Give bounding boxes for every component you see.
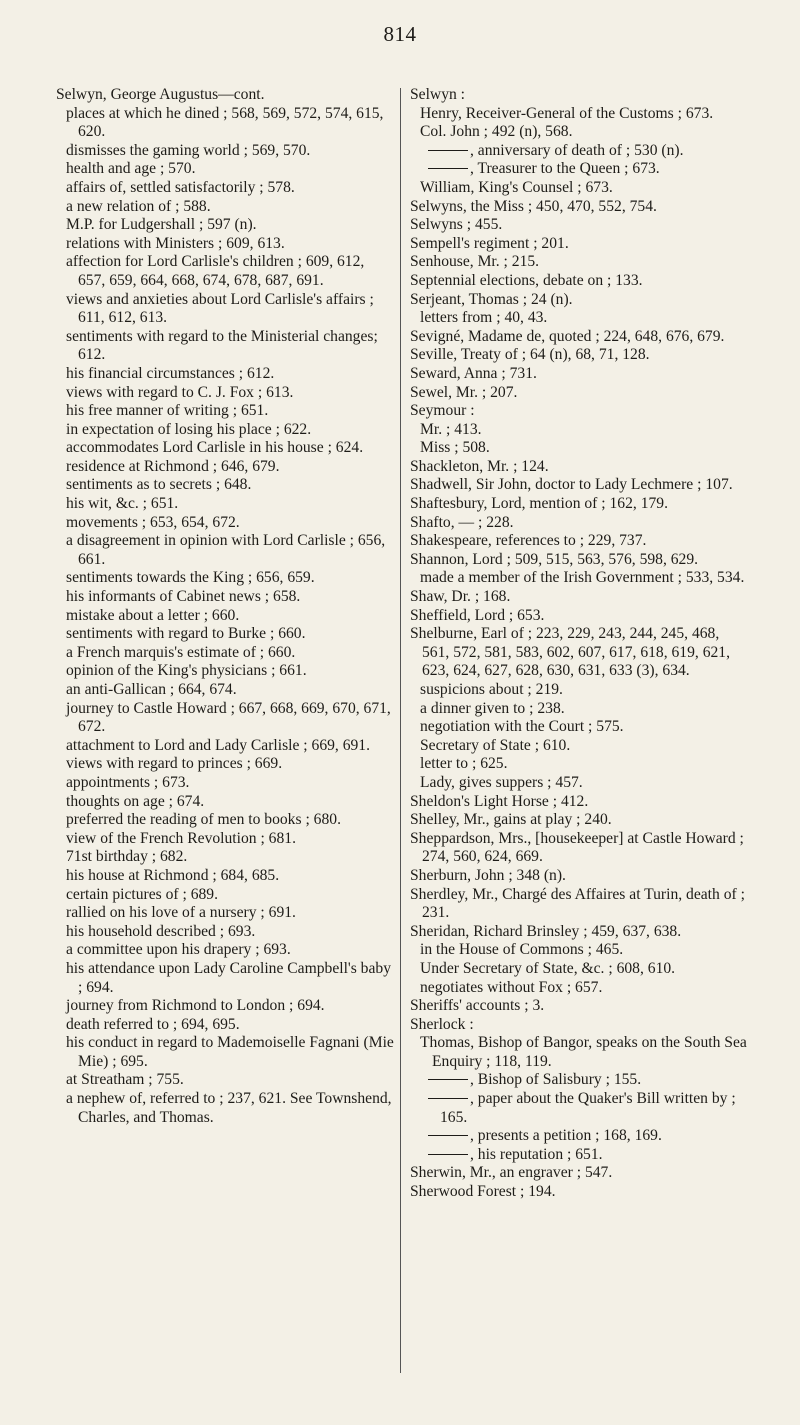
- index-entry: [410, 997, 748, 1016]
- entry-text: Seymour :: [410, 402, 475, 420]
- entry-text: relations with Ministers ; 609, 613.: [66, 234, 285, 252]
- index-subentry: [56, 160, 394, 179]
- index-subentry: [410, 421, 748, 440]
- entry-text: Shafto, — ; 228.: [410, 513, 514, 531]
- entry-text: William, King's Counsel ; 673.: [420, 178, 613, 196]
- entry-text: an anti-Gallican ; 664, 674.: [66, 681, 237, 698]
- entry-text: affection for Lord Carlisle's children ; 609, 612, 657, 659, 664, 668, 674, 678, 687, 691.: [66, 253, 365, 289]
- entry-text: rallied on his love of a nursery ; 691.: [66, 904, 296, 922]
- entry-text: Seward, Anna ; 731.: [410, 364, 537, 382]
- entry-text: certain pictures of ; 689.: [66, 885, 218, 903]
- index-subentry: [410, 1146, 748, 1165]
- index-entry: [410, 365, 748, 384]
- index-subentry: [56, 607, 394, 626]
- index-entry: [410, 1183, 748, 1202]
- entry-text: a committee upon his drapery ; 693.: [66, 941, 291, 959]
- entry-text: , anniversary of death of ; 530 (n).: [470, 141, 684, 159]
- entry-text: views and anxieties about Lord Carlisle's affairs ; 611, 612, 613.: [66, 290, 374, 327]
- entry-text: Under Secretary of State, &c. ; 608, 610.: [420, 959, 676, 977]
- index-entry: [410, 198, 748, 217]
- entry-text: Sheriffs' accounts ; 3.: [410, 997, 545, 1015]
- entry-text: dismisses the gaming world ; 569, 570.: [66, 141, 311, 159]
- entry-text: Sherwin, Mr., an engraver ; 547.: [410, 1164, 613, 1182]
- index-subentry: [56, 235, 394, 254]
- entry-text: Sheppardson, Mrs., [housekeeper] at Castle Howard ; 274, 560, 624, 669.: [410, 829, 744, 866]
- index-subentry: [56, 253, 394, 290]
- index-subentry: [56, 105, 394, 142]
- index-subentry: [56, 365, 394, 384]
- entry-text: his financial circumstances ; 612.: [66, 364, 275, 382]
- index-subentry: [410, 105, 748, 124]
- entry-text: Thomas, Bishop of Bangor, speaks on the South Sea Enquiry ; 118, 119.: [420, 1034, 747, 1070]
- index-subentry: [56, 923, 394, 942]
- repeat-dash: [428, 150, 468, 151]
- entry-text: view of the French Revolution ; 681.: [66, 829, 296, 847]
- index-subentry: [56, 495, 394, 514]
- index-subentry: [410, 1090, 748, 1127]
- entry-text: Selwyn, George Augustus—cont.: [56, 86, 265, 103]
- entry-text: accommodates Lord Carlisle in his house ; 624.: [66, 439, 364, 457]
- entry-text: made a member of the Irish Government ; 533, 534.: [420, 569, 745, 587]
- index-subentry: [410, 960, 748, 979]
- index-entry: [410, 886, 748, 923]
- entry-text: Col. John ; 492 (n), 568.: [420, 123, 573, 141]
- index-entry: [410, 402, 748, 421]
- index-subentry: [410, 681, 748, 700]
- index-entry: [410, 291, 748, 310]
- entry-text: his attendance upon Lady Caroline Campbell's baby ; 694.: [66, 959, 391, 996]
- index-subentry: [56, 1034, 394, 1071]
- index-subentry: [56, 997, 394, 1016]
- index-subentry: [56, 198, 394, 217]
- entry-text: Shadwell, Sir John, doctor to Lady Lechmere ; 107.: [410, 476, 733, 494]
- entry-text: Seville, Treaty of ; 64 (n), 68, 71, 128.: [410, 346, 650, 364]
- index-entry: [410, 793, 748, 812]
- entry-text: Shaftesbury, Lord, mention of ; 162, 179.: [410, 495, 668, 513]
- index-subentry: [56, 1090, 394, 1127]
- entry-text: , paper about the Quaker's Bill written by ; 165.: [440, 1090, 736, 1126]
- entry-text: Sewel, Mr. ; 207.: [410, 383, 518, 401]
- index-subentry: [56, 291, 394, 328]
- entry-text: sentiments as to secrets ; 648.: [66, 476, 252, 494]
- entry-text: Sheridan, Richard Brinsley ; 459, 637, 638.: [410, 922, 682, 940]
- index-entry: [410, 458, 748, 477]
- entry-text: views with regard to princes ; 669.: [66, 755, 283, 773]
- index-entry: [410, 328, 748, 347]
- index-subentry: [56, 755, 394, 774]
- index-entry: [410, 253, 748, 272]
- index-entry: [410, 495, 748, 514]
- index-subentry: [56, 681, 394, 700]
- column-divider: [400, 88, 401, 1373]
- index-entry: [410, 811, 748, 830]
- index-entry: [410, 551, 748, 570]
- entry-text: negotiation with the Court ; 575.: [420, 718, 624, 736]
- entry-text: mistake about a letter ; 660.: [66, 606, 240, 624]
- index-entry: [410, 867, 748, 886]
- repeat-dash: [428, 1135, 468, 1136]
- index-subentry: [410, 1071, 748, 1090]
- entry-text: Sevigné, Madame de, quoted ; 224, 648, 676, 679.: [410, 327, 725, 345]
- index-subentry: [56, 514, 394, 533]
- index-subentry: [56, 904, 394, 923]
- entry-text: journey to Castle Howard ; 667, 668, 669, 670, 671, 672.: [66, 699, 391, 736]
- entry-text: his conduct in regard to Mademoiselle Fagnani (Mie Mie) ; 695.: [66, 1034, 394, 1070]
- index-entry: [410, 1016, 748, 1035]
- entry-text: attachment to Lord and Lady Carlisle ; 669, 691.: [66, 736, 371, 754]
- index-subentry: [56, 402, 394, 421]
- entry-text: his household described ; 693.: [66, 922, 256, 940]
- entry-text: a French marquis's estimate of ; 660.: [66, 643, 296, 661]
- index-subentry: [56, 384, 394, 403]
- entry-text: in expectation of losing his place ; 622.: [66, 420, 312, 438]
- entry-text: preferred the reading of men to books ; 680.: [66, 811, 341, 829]
- index-subentry: [410, 123, 748, 142]
- index-subentry: [56, 588, 394, 607]
- entry-text: Selwyn :: [410, 86, 466, 103]
- index-subentry: [56, 476, 394, 495]
- index-subentry: [56, 774, 394, 793]
- index-subentry: [410, 142, 748, 161]
- index-subentry: [410, 941, 748, 960]
- index-entry: [410, 588, 748, 607]
- entry-text: Shakespeare, references to ; 229, 737.: [410, 532, 647, 550]
- entry-text: Selwyns ; 455.: [410, 216, 503, 234]
- index-subentry: [56, 793, 394, 812]
- entry-text: death referred to ; 694, 695.: [66, 1015, 240, 1033]
- entry-text: Mr. ; 413.: [420, 420, 482, 438]
- entry-text: Sheldon's Light Horse ; 412.: [410, 792, 589, 810]
- index-entry: [410, 384, 748, 403]
- entry-text: Senhouse, Mr. ; 215.: [410, 253, 540, 271]
- entry-text: sentiments with regard to the Ministerial changes; 612.: [66, 327, 378, 364]
- entry-text: , his reputation ; 651.: [470, 1145, 603, 1163]
- index-subentry: [56, 458, 394, 477]
- entry-text: at Streatham ; 755.: [66, 1071, 184, 1089]
- entry-text: Sheffield, Lord ; 653.: [410, 606, 545, 624]
- index-subentry: [410, 774, 748, 793]
- entry-text: views with regard to C. J. Fox ; 613.: [66, 383, 294, 401]
- index-subentry: [56, 848, 394, 867]
- index-entry: [410, 86, 748, 105]
- entry-text: Sherlock :: [410, 1015, 474, 1033]
- entry-text: his free manner of writing ; 651.: [66, 402, 269, 420]
- entry-text: negotiates without Fox ; 657.: [420, 978, 603, 996]
- entry-text: Sherwood Forest ; 194.: [410, 1183, 556, 1201]
- index-entry: [410, 216, 748, 235]
- index-entry: [410, 235, 748, 254]
- entry-text: letters from ; 40, 43.: [420, 309, 548, 327]
- entry-text: his informants of Cabinet news ; 658.: [66, 588, 301, 606]
- entry-text: affairs of, settled satisfactorily ; 578.: [66, 178, 295, 196]
- entry-text: appointments ; 673.: [66, 773, 190, 791]
- index-entry: [410, 476, 748, 495]
- index-entry: [56, 86, 394, 105]
- entry-text: Sherdley, Mr., Chargé des Affaires at Turin, death of ; 231.: [410, 885, 745, 922]
- entry-text: M.P. for Ludgershall ; 597 (n).: [66, 216, 257, 234]
- index-subentry: [410, 160, 748, 179]
- index-entry: [410, 532, 748, 551]
- index-subentry: [56, 867, 394, 886]
- entry-text: 71st birthday ; 682.: [66, 848, 188, 866]
- entry-text: Lady, gives suppers ; 457.: [420, 773, 583, 791]
- entry-text: residence at Richmond ; 646, 679.: [66, 457, 280, 475]
- index-entry: [410, 923, 748, 942]
- index-subentry: [410, 718, 748, 737]
- index-entry: [410, 346, 748, 365]
- index-subentry: [410, 700, 748, 719]
- index-subentry: [56, 216, 394, 235]
- index-entry: [410, 272, 748, 291]
- entry-text: Selwyns, the Miss ; 450, 470, 552, 754.: [410, 197, 657, 215]
- index-subentry: [56, 569, 394, 588]
- entry-text: sentiments towards the King ; 656, 659.: [66, 569, 315, 587]
- index-subentry: [56, 1071, 394, 1090]
- index-subentry: [56, 811, 394, 830]
- entry-text: Sempell's regiment ; 201.: [410, 234, 569, 252]
- index-subentry: [56, 662, 394, 681]
- entry-text: , Treasurer to the Queen ; 673.: [470, 160, 660, 178]
- index-subentry: [56, 700, 394, 737]
- index-entry: [410, 514, 748, 533]
- entry-text: Secretary of State ; 610.: [420, 736, 571, 754]
- entry-text: Henry, Receiver-General of the Customs ; 673.: [420, 104, 714, 122]
- repeat-dash: [428, 1154, 468, 1155]
- index-subentry: [410, 439, 748, 458]
- entry-text: a nephew of, referred to ; 237, 621. See Townshend, Charles, and Thomas.: [66, 1090, 392, 1126]
- entry-text: a disagreement in opinion with Lord Carlisle ; 656, 661.: [66, 532, 386, 568]
- entry-text: opinion of the King's physicians ; 661.: [66, 662, 307, 680]
- entry-text: Shannon, Lord ; 509, 515, 563, 576, 598, 629.: [410, 550, 699, 568]
- entry-text: Serjeant, Thomas ; 24 (n).: [410, 290, 573, 308]
- index-subentry: [56, 886, 394, 905]
- index-subentry: [56, 421, 394, 440]
- index-subentry: [410, 179, 748, 198]
- entry-text: letter to ; 625.: [420, 755, 508, 773]
- index-entry: [410, 1164, 748, 1183]
- index-column-right: [410, 86, 748, 1202]
- entry-text: suspicions about ; 219.: [420, 681, 563, 698]
- repeat-dash: [428, 1098, 468, 1099]
- entry-text: in the House of Commons ; 465.: [420, 941, 624, 959]
- index-subentry: [410, 1034, 748, 1071]
- entry-text: places at which he dined ; 568, 569, 572, 574, 615, 620.: [66, 104, 384, 141]
- entry-text: Shelburne, Earl of ; 223, 229, 243, 244, 245, 468, 561, 572, 581, 583, 602, 607, 617, 618, 619, 621, 623, 624, 627, 628, 630, 631, 633 (3), 634.: [410, 625, 730, 680]
- entry-text: a dinner given to ; 238.: [420, 699, 565, 717]
- index-subentry: [56, 142, 394, 161]
- index-subentry: [56, 1016, 394, 1035]
- index-subentry: [56, 941, 394, 960]
- entry-text: , Bishop of Salisbury ; 155.: [470, 1071, 642, 1089]
- index-entry: [410, 607, 748, 626]
- index-column-left: [56, 86, 394, 1127]
- index-subentry: [410, 309, 748, 328]
- index-subentry: [56, 328, 394, 365]
- entry-text: a new relation of ; 588.: [66, 197, 211, 215]
- index-subentry: [56, 830, 394, 849]
- entry-text: his house at Richmond ; 684, 685.: [66, 866, 280, 884]
- index-entry: [410, 830, 748, 867]
- entry-text: health and age ; 570.: [66, 160, 196, 178]
- entry-text: Septennial elections, debate on ; 133.: [410, 271, 643, 289]
- entry-text: Sherburn, John ; 348 (n).: [410, 866, 566, 884]
- entry-text: Shackleton, Mr. ; 124.: [410, 457, 549, 475]
- index-subentry: [410, 1127, 748, 1146]
- entry-text: movements ; 653, 654, 672.: [66, 513, 240, 531]
- entry-text: Shelley, Mr., gains at play ; 240.: [410, 811, 612, 829]
- index-subentry: [410, 755, 748, 774]
- index-entry: [410, 625, 748, 681]
- index-subentry: [56, 179, 394, 198]
- entry-text: thoughts on age ; 674.: [66, 792, 205, 810]
- index-subentry: [410, 569, 748, 588]
- entry-text: sentiments with regard to Burke ; 660.: [66, 625, 306, 643]
- index-subentry: [410, 737, 748, 756]
- index-subentry: [56, 644, 394, 663]
- index-subentry: [56, 737, 394, 756]
- index-subentry: [56, 439, 394, 458]
- index-subentry: [56, 532, 394, 569]
- repeat-dash: [428, 168, 468, 169]
- index-subentry: [56, 960, 394, 997]
- entry-text: Shaw, Dr. ; 168.: [410, 588, 511, 606]
- entry-text: journey from Richmond to London ; 694.: [66, 997, 325, 1015]
- entry-text: , presents a petition ; 168, 169.: [470, 1127, 662, 1145]
- entry-text: his wit, &c. ; 651.: [66, 495, 179, 513]
- entry-text: Miss ; 508.: [420, 439, 490, 457]
- index-subentry: [410, 979, 748, 998]
- index-subentry: [56, 625, 394, 644]
- repeat-dash: [428, 1079, 468, 1080]
- page-number: 814: [383, 22, 417, 46]
